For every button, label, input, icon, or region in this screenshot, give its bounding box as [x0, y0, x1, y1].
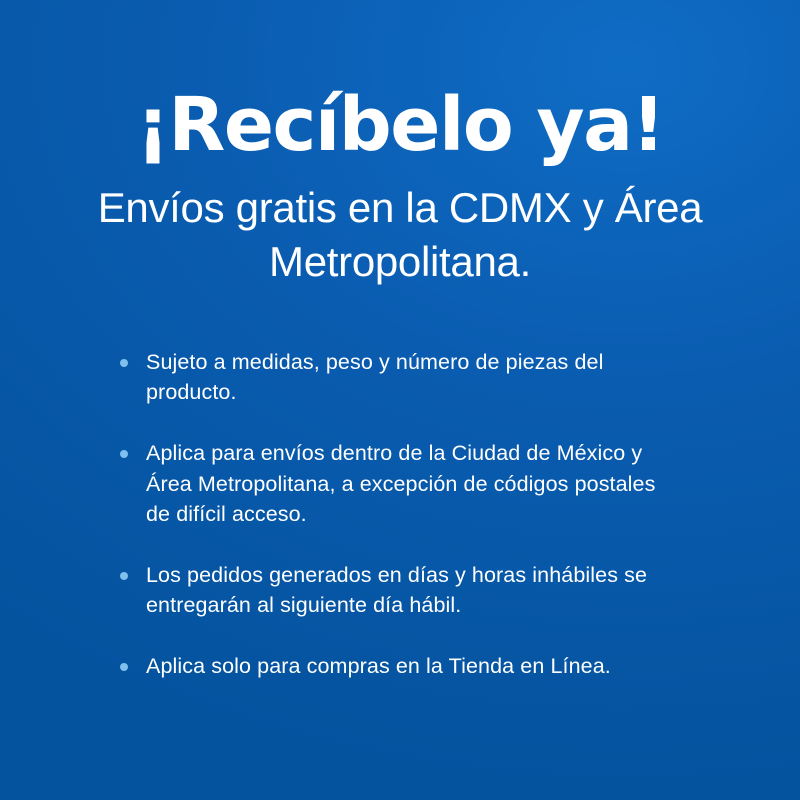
condition-text: Los pedidos generados en días y horas inhábiles se entregarán al siguiente día hábil. — [146, 562, 648, 618]
bullet-icon — [120, 663, 128, 671]
banner-subtitle: Envíos gratis en la CDMX y Área Metropolitana. — [97, 184, 703, 286]
bullet-icon — [120, 450, 128, 458]
condition-text: Sujeto a medidas, peso y número de piezas del producto. — [146, 349, 604, 405]
bullet-icon — [120, 359, 128, 367]
list-item — [120, 651, 680, 682]
list-item — [120, 347, 680, 408]
condition-text: Aplica solo para compras en la Tienda en Línea. — [146, 653, 611, 678]
page-title: ¡Recíbelo ya! — [136, 82, 664, 168]
list-item — [120, 438, 680, 530]
conditions-list — [120, 347, 680, 681]
condition-text: Aplica para envíos dentro de la Ciudad de México y Área Metropolitana, a excepción de códigos postales de difícil acceso. — [146, 441, 656, 527]
list-item — [120, 560, 680, 621]
bullet-icon — [120, 572, 128, 580]
